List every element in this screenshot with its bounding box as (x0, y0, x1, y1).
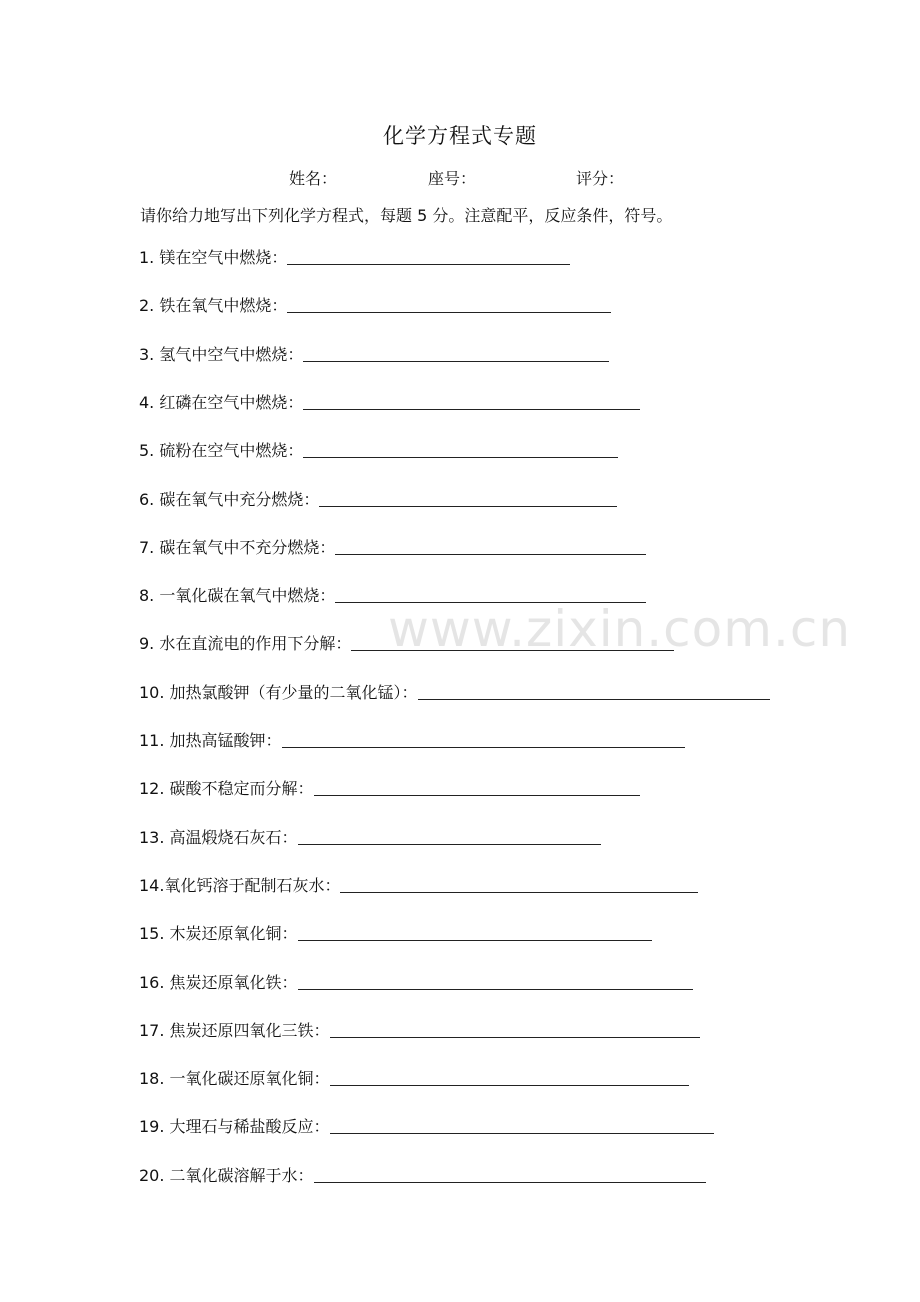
name-label: 姓名： (289, 169, 338, 188)
question-text: 1. 镁在空气中燃烧： (139, 248, 288, 267)
instructions: 请你给力地写出下列化学方程式，每题 5 分。注意配平，反应条件，符号。 (140, 206, 673, 225)
question-15 (139, 920, 652, 944)
question-text: 9. 水在直流电的作用下分解： (139, 634, 352, 654)
question-text: 14.氧化钙溶于配制石灰水： (139, 875, 341, 895)
question-10 (139, 679, 770, 703)
question-14 (139, 872, 698, 896)
question-text: 8. 一氧化碳在氧气中燃烧： (139, 586, 336, 606)
question-8 (139, 582, 646, 606)
answer-blank[interactable] (303, 439, 618, 458)
question-text: 10. 加热氯酸钾（有少量的二氧化锰）： (139, 682, 418, 702)
question-16 (139, 969, 693, 993)
answer-blank[interactable] (330, 1115, 714, 1134)
answer-blank[interactable] (335, 584, 646, 603)
question-18 (139, 1065, 689, 1089)
answer-blank[interactable] (319, 488, 617, 507)
question-text: 18. 一氧化碳还原氧化铜： (139, 1069, 330, 1089)
question-text: 3. 氢气中空气中燃烧： (139, 344, 304, 364)
question-17 (139, 1017, 700, 1041)
score-label: 评分： (576, 169, 625, 188)
question-5 (139, 437, 618, 461)
answer-blank[interactable] (418, 681, 770, 700)
question-6 (139, 486, 617, 510)
answer-blank[interactable] (298, 971, 693, 990)
question-text: 12. 碳酸不稳定而分解： (139, 779, 314, 799)
question-text: 5. 硫粉在空气中燃烧： (139, 441, 304, 461)
answer-blank[interactable] (298, 826, 601, 845)
answer-blank[interactable] (335, 536, 646, 555)
question-12 (139, 775, 640, 799)
question-text: 6. 碳在氧气中充分燃烧： (139, 489, 320, 509)
answer-blank[interactable] (351, 632, 674, 651)
answer-blank[interactable] (287, 246, 570, 265)
answer-blank[interactable] (330, 1067, 689, 1086)
question-3 (139, 341, 609, 365)
answer-blank[interactable] (330, 1019, 700, 1038)
question-13 (139, 824, 601, 848)
answer-blank[interactable] (303, 391, 640, 410)
question-text: 17. 焦炭还原四氧化三铁： (139, 1020, 330, 1040)
question-19 (139, 1113, 714, 1137)
question-text: 19. 大理石与稀盐酸反应： (139, 1117, 330, 1137)
answer-blank[interactable] (314, 1164, 706, 1183)
answer-blank[interactable] (298, 922, 652, 941)
question-text: 16. 焦炭还原氧化铁： (139, 972, 298, 992)
question-20 (139, 1162, 706, 1186)
answer-blank[interactable] (282, 729, 685, 748)
question-9 (139, 630, 674, 654)
question-7 (139, 534, 646, 558)
answer-blank[interactable] (287, 294, 611, 313)
question-4 (139, 389, 640, 413)
question-text: 7. 碳在氧气中不充分燃烧： (139, 537, 336, 557)
seat-label: 座号： (428, 169, 477, 188)
page-title: 化学方程式专题 (383, 124, 537, 148)
question-2 (139, 292, 611, 316)
question-text: 2. 铁在氧气中燃烧： (139, 296, 288, 316)
question-text: 20. 二氧化碳溶解于水： (139, 1165, 314, 1185)
answer-blank[interactable] (303, 343, 609, 362)
question-text: 4. 红磷在空气中燃烧： (139, 392, 304, 412)
question-text: 11. 加热高锰酸钾： (139, 731, 282, 750)
watermark: www.zixin.com.cn (388, 600, 852, 658)
answer-blank[interactable] (314, 777, 640, 796)
question-1 (139, 244, 570, 268)
question-text: 15. 木炭还原氧化铜： (139, 924, 298, 944)
question-text: 13. 高温煅烧石灰石： (139, 827, 298, 847)
answer-blank[interactable] (340, 874, 698, 893)
question-11 (139, 727, 685, 751)
